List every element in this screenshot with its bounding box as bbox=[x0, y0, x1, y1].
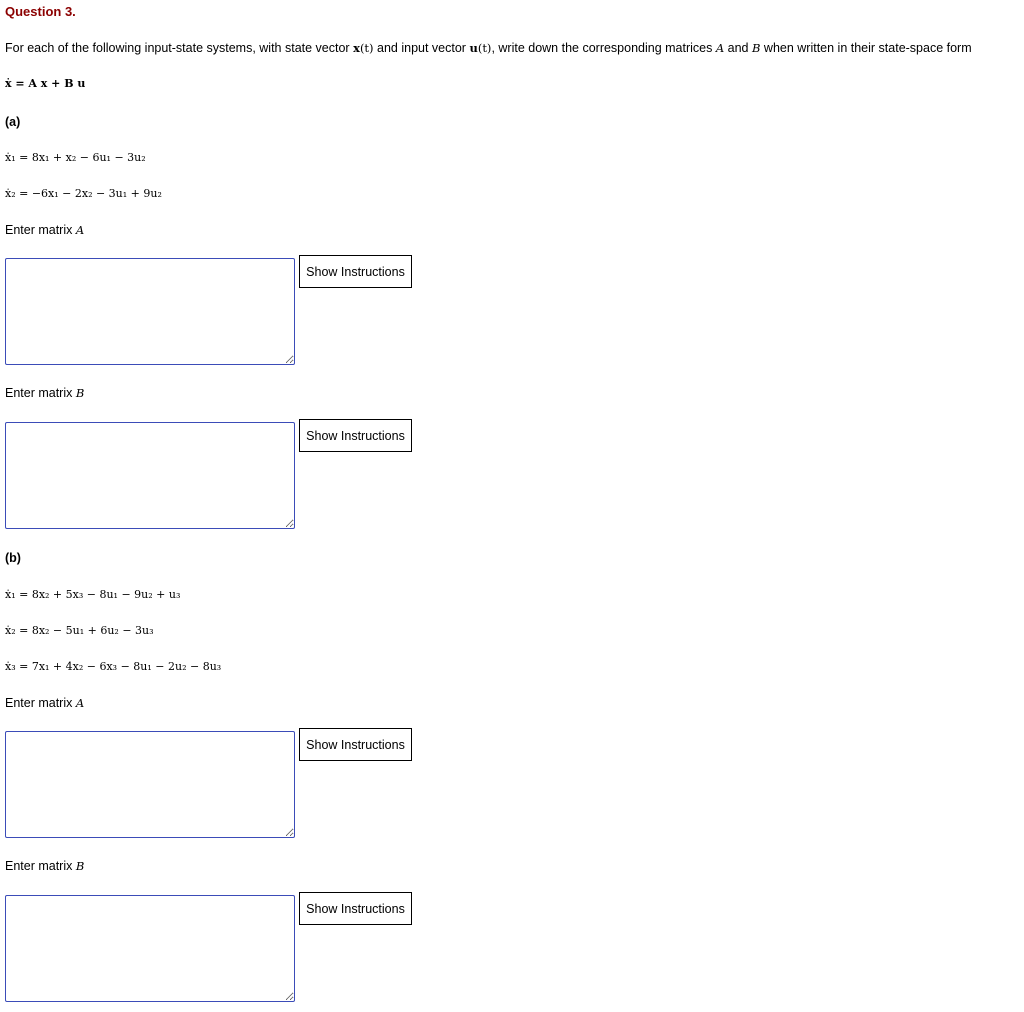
part-a-equation-1: ẋ₁ = 8x₁ + x₂ − 6u₁ − 3u₂ bbox=[5, 151, 146, 164]
intro-text-1: For each of the following input-state systems, with state vector bbox=[5, 41, 354, 55]
matrix-b-symbol: B bbox=[751, 41, 761, 55]
part-a-matrix-a-input[interactable] bbox=[5, 258, 295, 365]
question-intro bbox=[5, 41, 972, 55]
time-arg-2: (t) bbox=[477, 41, 492, 55]
part-b-equation-2: ẋ₂ = 8x₂ − 5u₁ + 6u₂ − 3u₃ bbox=[5, 624, 154, 637]
intro-text-5: when written in their state-space form bbox=[760, 41, 972, 55]
part-b-equation-1: ẋ₁ = 8x₂ + 5x₃ − 8u₁ − 9u₂ + u₃ bbox=[5, 588, 181, 601]
matrix-symbol: A bbox=[75, 696, 85, 710]
part-b-matrix-a-show-instructions-button[interactable]: Show Instructions bbox=[299, 728, 412, 761]
part-b-enter-matrix-b-label bbox=[5, 859, 84, 873]
part-b-matrix-b-show-instructions-button[interactable]: Show Instructions bbox=[299, 892, 412, 925]
part-b-matrix-b-input[interactable] bbox=[5, 895, 295, 1002]
matrix-symbol: B bbox=[75, 859, 85, 873]
enter-matrix-text: Enter matrix bbox=[5, 223, 76, 237]
state-space-equation: ẋ = A x + B u bbox=[5, 77, 86, 90]
enter-matrix-text: Enter matrix bbox=[5, 386, 76, 400]
intro-text-2: and input vector bbox=[373, 41, 470, 55]
intro-text-3: , write down the corresponding matrices bbox=[491, 41, 716, 55]
enter-matrix-text: Enter matrix bbox=[5, 859, 76, 873]
input-vector-symbol: u bbox=[469, 41, 478, 55]
intro-text-4: and bbox=[724, 41, 752, 55]
part-b-enter-matrix-a-label bbox=[5, 696, 84, 710]
matrix-a-symbol: A bbox=[715, 41, 725, 55]
state-vector-symbol: x bbox=[353, 41, 360, 55]
part-a-enter-matrix-b-label bbox=[5, 386, 84, 400]
matrix-symbol: A bbox=[75, 223, 85, 237]
part-b-equation-3: ẋ₃ = 7x₁ + 4x₂ − 6x₃ − 8u₁ − 2u₂ − 8u₃ bbox=[5, 660, 222, 673]
part-a-matrix-a-show-instructions-button[interactable]: Show Instructions bbox=[299, 255, 412, 288]
part-b-label: (b) bbox=[5, 551, 21, 565]
enter-matrix-text: Enter matrix bbox=[5, 696, 76, 710]
part-a-matrix-b-show-instructions-button[interactable]: Show Instructions bbox=[299, 419, 412, 452]
part-b-matrix-a-input[interactable] bbox=[5, 731, 295, 838]
part-a-equation-2: ẋ₂ = −6x₁ − 2x₂ − 3u₁ + 9u₂ bbox=[5, 187, 162, 200]
question-title: Question 3. bbox=[5, 4, 76, 19]
matrix-symbol: B bbox=[75, 386, 85, 400]
time-arg-1: (t) bbox=[359, 41, 374, 55]
part-a-matrix-b-input[interactable] bbox=[5, 422, 295, 529]
part-a-label: (a) bbox=[5, 115, 21, 129]
part-a-enter-matrix-a-label bbox=[5, 223, 84, 237]
